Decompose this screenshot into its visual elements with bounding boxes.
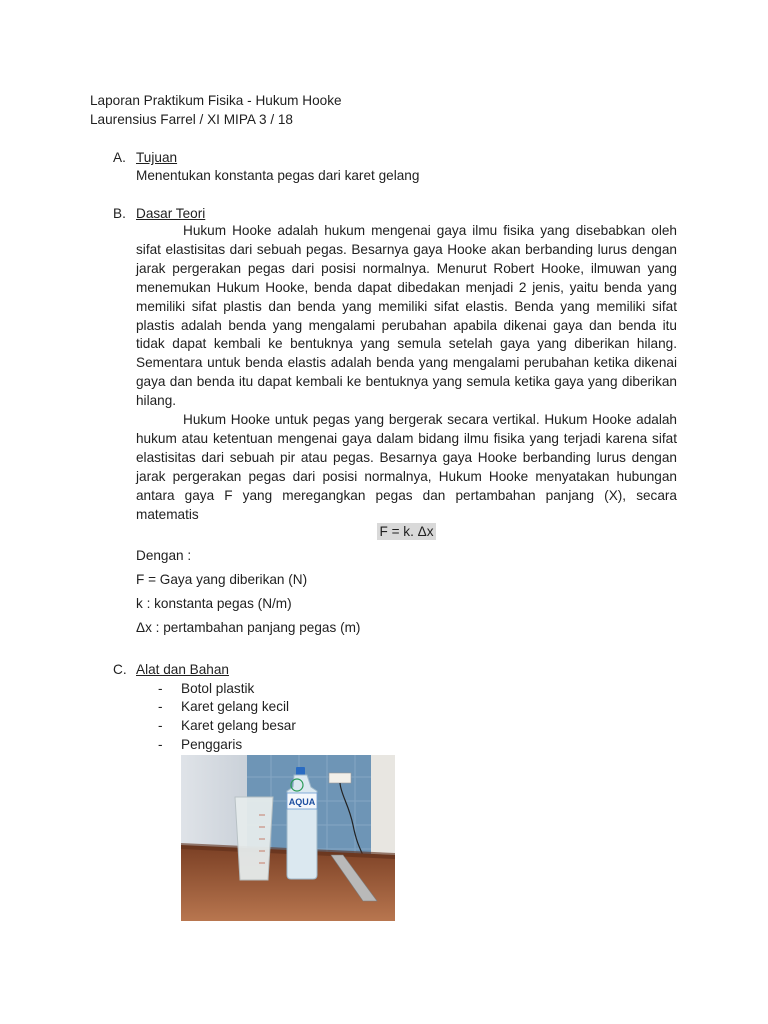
definition-f: F = Gaya yang diberikan (N) <box>136 572 308 587</box>
list-item-dash: - <box>158 681 163 696</box>
outlet <box>329 773 351 783</box>
pillar <box>371 755 395 863</box>
list-item: Botol plastik <box>181 681 255 696</box>
author-line: Laurensius Farrel / XI MIPA 3 / 18 <box>90 112 293 127</box>
photo-illustration <box>181 755 395 921</box>
list-item: Penggaris <box>181 737 243 752</box>
definition-k: k : konstanta pegas (N/m) <box>136 596 292 611</box>
photo-materials-image <box>181 755 395 921</box>
bottle-cap <box>296 767 305 775</box>
list-item-dash: - <box>158 699 163 714</box>
section-a-body: Menentukan konstanta pegas dari karet gelang <box>136 168 420 183</box>
bottle-label-text: AQUA <box>288 797 316 807</box>
hooke-formula: F = k. Δx <box>379 524 434 539</box>
dengan-label: Dengan : <box>136 548 192 563</box>
section-a-title: Tujuan <box>136 150 178 165</box>
definition-dx: Δx : pertambahan panjang pegas (m) <box>136 620 361 635</box>
list-item-dash: - <box>158 737 163 752</box>
formula-row <box>136 524 677 542</box>
section-b-letter: B. <box>113 206 126 221</box>
theory-paragraph-1: Hukum Hooke adalah hukum mengenai gaya ilmu fisika yang disebabkan oleh sifat elastisitas dari sebuah pegas. Besarnya gaya Hooke akan berbanding lurus dengan jarak pergerakan pegas dari posisi normalnya. Menurut Robert Hooke, ilmuwan yang menemukan Hukum Hooke, benda dapat dibedakan menjadi 2 jenis, yaitu benda yang memiliki sifat plastis dan benda yang memiliki sifat elastis. Benda yang memiliki sifat plastis adalah benda yang mengalami perubahan apabila dikenai gaya dan benda itu tidak dapat kembali ke bentuknya yang semula setelah gaya yang diberikan hilang. Sementara untuk benda elastis adalah benda yang mengalami perubahan ketika dikenai gaya dan benda itu dapat kembali ke bentuknya yang semula ketika gaya yang diberikan hilang. <box>136 223 677 409</box>
theory-paragraph-2: Hukum Hooke untuk pegas yang bergerak secara vertikal. Hukum Hooke adalah hukum atau ketentuan mengenai gaya dalam bidang ilmu fisika yang terjadi karena sifat elastisitas dari sebuah pir atau pegas. Besarnya gaya Hooke berbanding lurus dengan jarak pergerakan pegas dari posisi normalnya, Hukum Hooke menyatakan hubungan antara gaya F yang meregangkan pegas dan pertambahan panjang (X), secara matematis <box>136 412 677 522</box>
report-title: Laporan Praktikum Fisika - Hukum Hooke <box>90 93 342 108</box>
list-item: Karet gelang kecil <box>181 699 290 714</box>
list-item: Karet gelang besar <box>181 718 296 733</box>
section-a-letter: A. <box>113 150 126 165</box>
list-item-dash: - <box>158 718 163 733</box>
section-b-title: Dasar Teori <box>136 206 206 221</box>
plastic-cup <box>235 797 273 880</box>
section-c-title: Alat dan Bahan <box>136 662 229 677</box>
theory-block <box>136 222 677 525</box>
section-c-letter: C. <box>113 662 127 677</box>
plastic-bottle <box>287 775 317 879</box>
